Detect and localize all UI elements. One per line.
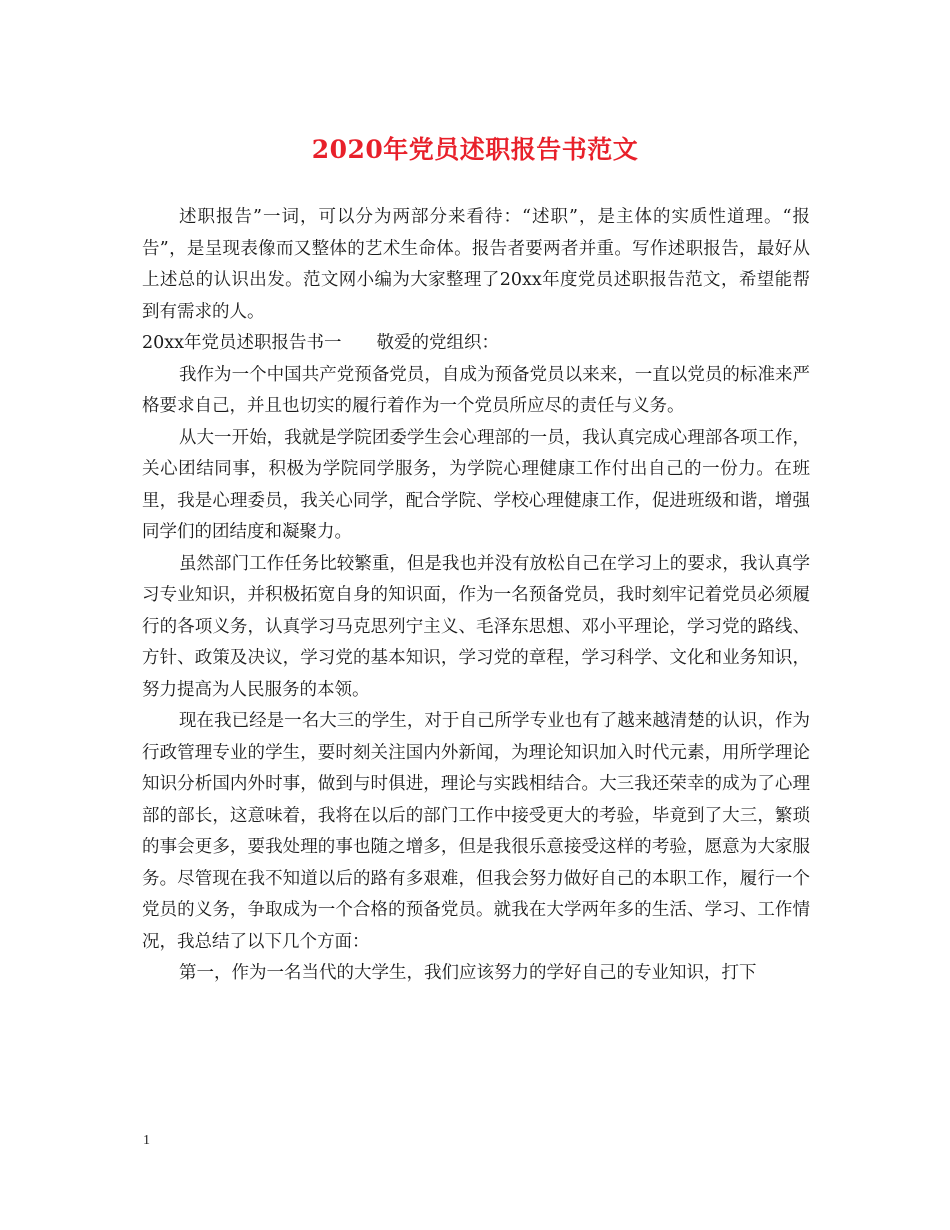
paragraph-3: 虽然部门工作任务比较繁重，但是我也并没有放松自己在学习上的要求，我认真学习专业知识，并积极拓宽自身的知识面，作为一名预备党员，我时刻牢记着党员必须履行的各项义务，认真学习马克思列宁主义、毛泽东思想、邓小平理论，学习党的路线、方针、政策及决议，学习党的基本知识，学习党的章程，学习科学、文化和业务知识，努力提高为人民服务的本领。 — [142, 553, 810, 700]
paragraph-5: 第一，作为一名当代的大学生，我们应该努力的学好自己的专业知识，打下 — [179, 963, 757, 983]
paragraph-intro: 述职报告”一词，可以分为两部分来看待：“述职”，是主体的实质性道理。“报告”，是呈现表像而又整体的艺术生命体。报告者要两者并重。写作述职报告，最好从上述总的认识出发。范文网小编为大家整理了20xx年度党员述职报告范文，希望能帮到有需求的人。 — [142, 207, 810, 322]
document-body — [142, 202, 810, 990]
paragraph-2: 从大一开始，我就是学院团委学生会心理部的一员，我认真完成心理部各项工作，关心团结同事，积极为学院同学服务，为学院心理健康工作付出自己的一份力。在班里，我是心理委员，我关心同学，配合学院、学校心理健康工作，促进班级和谐，增强同学们的团结度和凝聚力。 — [142, 427, 810, 542]
paragraph-1: 我作为一个中国共产党预备党员，自成为预备党员以来来，一直以党员的标准来严格要求自己，并且也切实的履行着作为一个党员所应尽的责任与义务。 — [142, 364, 810, 416]
paragraph-heading-line: 20xx年党员述职报告书一 敬爱的党组织： — [142, 333, 500, 353]
paragraph-4: 现在我已经是一名大三的学生，对于自己所学专业也有了越来越清楚的认识，作为行政管理专业的学生，要时刻关注国内外新闻，为理论知识加入时代元素，用所学理论知识分析国内外时事，做到与时俱进，理论与实践相结合。大三我还荣幸的成为了心理部的部长，这意味着，我将在以后的部门工作中接受更大的考验，毕竟到了大三，繁琐的事会更多，要我处理的事也随之增多，但是我很乐意接受这样的考验，愿意为大家服务。尽管现在我不知道以后的路有多艰难，但我会努力做好自己的本职工作，履行一个党员的义务，争取成为一个合格的预备党员。就我在大学两年多的生活、学习、工作情况，我总结了以下几个方面： — [142, 711, 810, 952]
page-number: 1 — [143, 1133, 150, 1148]
document-title: 2020年党员述职报告书范文 — [311, 135, 639, 164]
